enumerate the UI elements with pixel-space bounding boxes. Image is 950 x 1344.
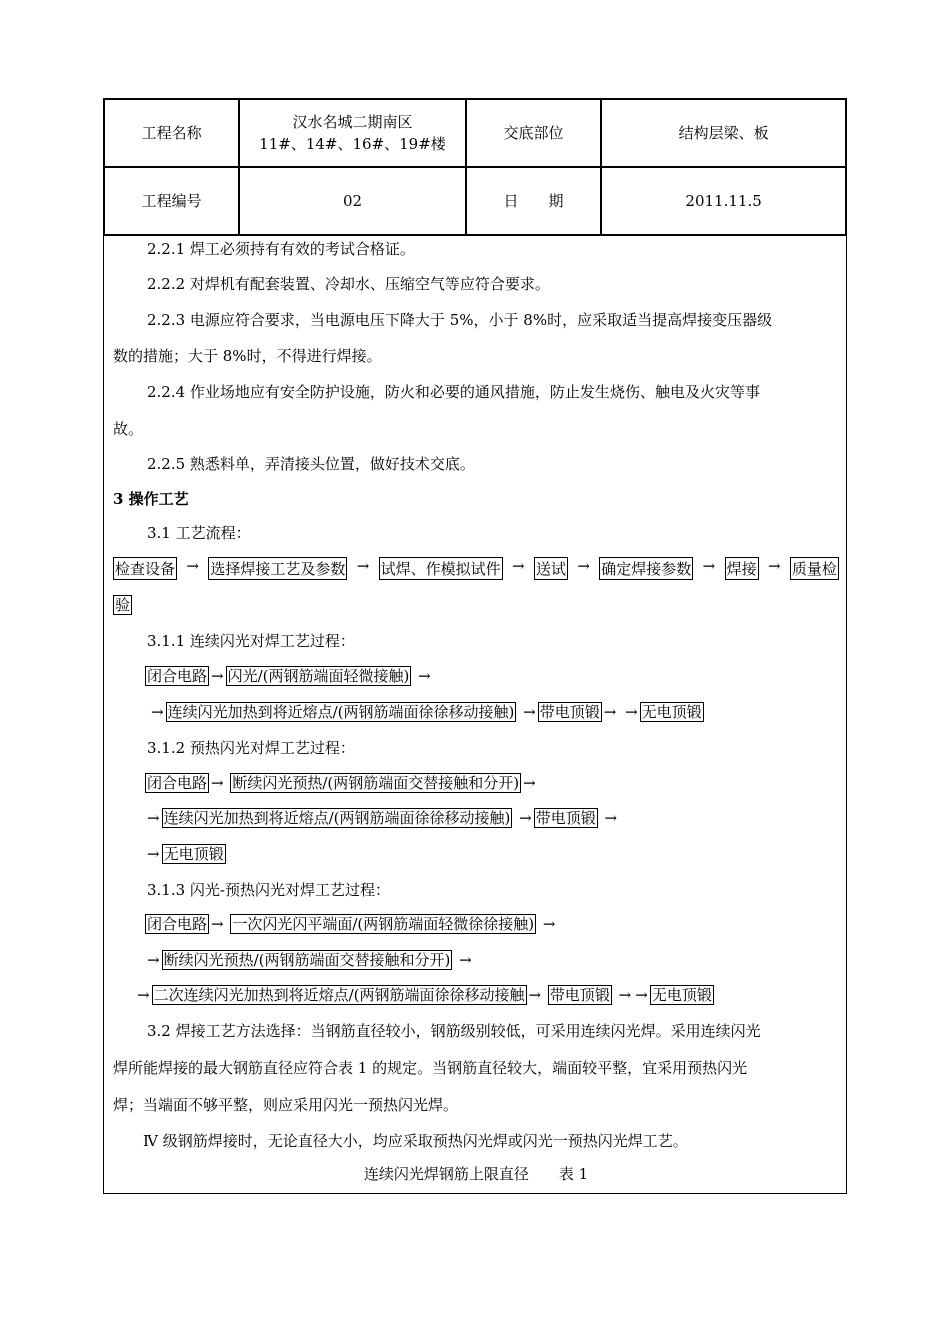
arrow-icon: → [512,557,525,575]
arrow-icon: → [356,557,370,575]
arrow-icon: → [523,774,536,792]
flow-step: 无电顶锻 [163,845,224,863]
flow-step: 闭合电路 [147,774,208,792]
arrow-icon: → [147,845,160,863]
flow-step: 带电顶锻 [539,703,600,721]
location-label: 交底部位 [466,99,601,167]
para-3-1-2: 3.1.2 预热闪光对焊工艺过程： [147,739,355,757]
flow-main-tail [113,594,839,615]
para-2-2-1: 2.2.1 焊工必须持有有效的考试合格证。 [147,240,415,258]
arrow-icon: → [211,667,224,685]
para-3-1-3: 3.1.3 闪光-预热闪光对焊工艺过程： [147,881,391,899]
arrow-icon: → [635,986,648,1004]
arrow-icon: → [702,557,716,575]
project-name-line2: 11#、14#、16#、19#楼 [259,135,446,153]
arrow-icon: → [418,667,431,685]
para-3-2-c: 焊；当端面不够平整，则应采用闪光一预热闪光焊。 [113,1096,459,1114]
arrow-icon: → [603,703,617,721]
flow-311-b [113,701,875,722]
flow-step: 断续闪光预热/(两钢筋端面交替接触和分开) [232,774,520,792]
para-2-2-2: 2.2.2 对焊机有配套装置、冷却水、压缩空气等应符合要求。 [147,275,550,293]
header-table [103,98,847,236]
para-2-2-3-a: 2.2.3 电源应符合要求，当电源电压下降大于 5%，小于 8%时，应采取适当提高焊接变压器级 [147,311,773,329]
flow-step: 带电顶锻 [549,986,610,1004]
flow-step: 试焊、作模拟试件 [379,557,503,580]
flow-step: 一次闪光闪平端面/(两钢筋端面轻微徐徐接触) [232,915,535,933]
flow-step: 无电顶锻 [641,703,702,721]
project-name-label: 工程名称 [104,99,239,167]
project-name-value [239,99,466,167]
flow-step: 闭合电路 [147,915,208,933]
arrow-icon: → [147,809,160,827]
flow-step: 检查设备 [113,557,177,580]
flow-step: 带电顶锻 [535,809,596,827]
para-grade-iv: Ⅳ 级钢筋焊接时，无论直径大小，均应采取预热闪光焊或闪光一预热闪光焊工艺。 [143,1132,688,1150]
flow-313-c [113,984,861,1005]
arrow-icon: → [625,703,638,721]
arrow-icon: → [147,951,160,969]
flow-step: 断续闪光预热/(两钢筋端面交替接触和分开) [163,951,451,969]
flow-step: 送试 [534,557,568,580]
flow-step: 无电顶锻 [651,986,712,1004]
para-3-1: 3.1 工艺流程： [147,524,251,542]
arrow-icon: → [137,986,150,1004]
flow-step: 连续闪光加热到将近熔点/(两钢筋端面徐徐移动接触) [163,809,511,827]
flow-step: 二次连续闪光加热到将近熔点/(两钢筋端面徐徐移动接触 [153,986,525,1004]
arrow-icon: → [211,774,224,792]
flow-step: 连续闪光加热到将近熔点/(两钢筋端面徐徐移动接触) [167,703,515,721]
flow-step: 验 [115,596,131,614]
para-3-2-b: 焊所能焊接的最大钢筋直径应符合表 1 的规定。当钢筋直径较大，端面较平整，宜采用预热闪光 [113,1059,748,1077]
flow-313-a [113,913,871,934]
flow-313-b [113,949,871,970]
flow-main [113,557,839,580]
para-2-2-4-b: 故。 [113,420,144,438]
flow-step: 质量检 [790,557,839,580]
table-caption: 连续闪光焊钢筋上限直径 表 1 [363,1165,589,1183]
project-no-value: 02 [239,167,466,235]
para-3-1-1: 3.1.1 连续闪光对焊工艺过程： [147,632,355,650]
arrow-icon: → [542,915,556,933]
flow-step: 焊接 [725,557,759,580]
flow-312-a [113,772,871,793]
section-heading-3: 3 操作工艺 [113,490,189,508]
date-value: 2011.11.5 [601,167,846,235]
arrow-icon: → [459,951,472,969]
flow-step: 确定焊接参数 [599,557,693,580]
arrow-icon: → [186,557,199,575]
para-2-2-3-b: 数的措施；大于 8%时，不得进行焊接。 [113,347,382,365]
arrow-icon: → [577,557,590,575]
arrow-icon: → [618,986,632,1004]
flow-312-b [113,807,871,828]
para-2-2-5: 2.2.5 熟悉料单，弄清接头位置，做好技术交底。 [147,455,475,473]
para-2-2-4-a: 2.2.4 作业场地应有安全防护设施，防火和必要的通风措施，防止发生烧伤、触电及火灾等事 [147,383,760,401]
flow-311-a [113,665,871,686]
arrow-icon: → [604,809,618,827]
para-3-2-a: 3.2 焊接工艺方法选择：当钢筋直径较小，钢筋级别较低，可采用连续闪光焊。采用连续闪光 [147,1022,761,1040]
flow-step: 闪光/(两钢筋端面轻微接触) [227,667,410,685]
arrow-icon: → [528,986,542,1004]
date-label: 日 期 [466,167,601,235]
arrow-icon: → [151,703,164,721]
project-no-label: 工程编号 [104,167,239,235]
location-value: 结构层梁、板 [601,99,846,167]
project-name-line1: 汉水名城二期南区 [292,113,413,131]
flow-312-c [113,843,871,864]
flow-step: 闭合电路 [147,667,208,685]
arrow-icon: → [767,557,781,575]
arrow-icon: → [519,809,532,827]
arrow-icon: → [523,703,536,721]
flow-step: 选择焊接工艺及参数 [208,557,347,580]
arrow-icon: → [211,915,224,933]
